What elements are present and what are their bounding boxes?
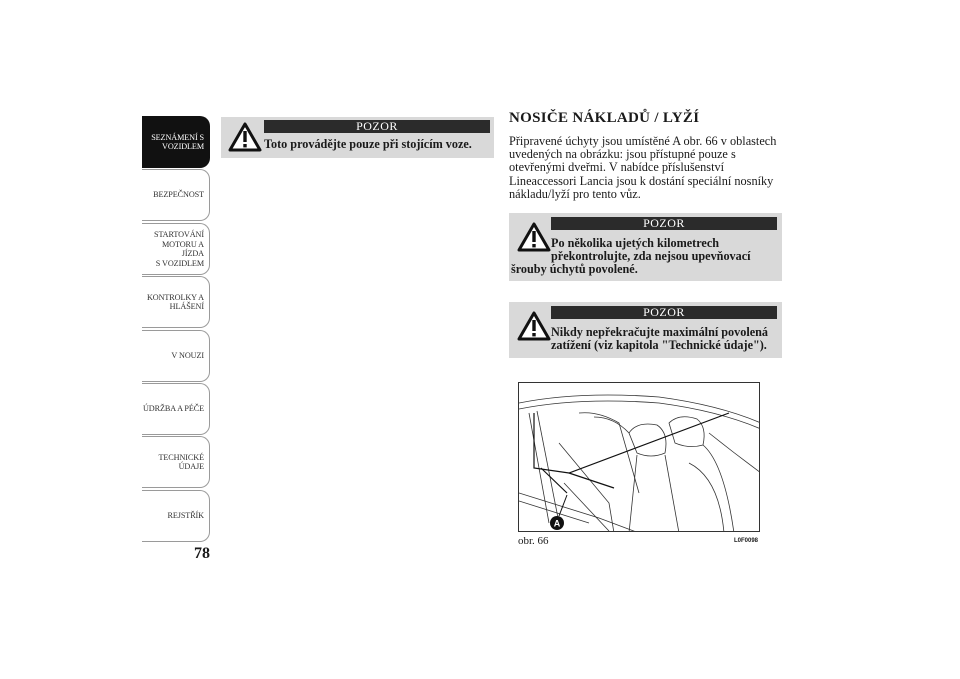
tab-label: STARTOVÁNÍ MOTORU A JÍZDA S VOZIDLEM — [153, 230, 204, 268]
tab-kontrolky[interactable] — [142, 276, 210, 328]
figure-code: L0F0098 — [734, 538, 759, 544]
tab-rejstrik[interactable] — [142, 490, 210, 542]
tab-label: V NOUZI — [171, 351, 204, 361]
figure-caption: obr. 66 — [518, 535, 549, 547]
warning-box — [509, 302, 782, 358]
tab-v-nouzi[interactable] — [142, 330, 210, 382]
warning-text-line: Nikdy nepřekračujte maximální povolená — [551, 325, 769, 339]
tab-seznameni-s-vozidlem[interactable] — [142, 116, 210, 168]
page-number: 78 — [194, 545, 210, 562]
warning-label: POZOR — [264, 120, 490, 133]
section-heading: NOSIČE NÁKLADŮ / LYŽÍ — [509, 110, 700, 126]
tab-label: ÚDRŽBA A PÉČE — [142, 404, 204, 414]
tab-label: SEZNÁMENÍ S VOZIDLEM — [151, 132, 204, 151]
warning-box — [509, 213, 782, 281]
warning-box — [221, 117, 494, 158]
warning-text: Toto provádějte pouze při stojícím voze. — [264, 137, 472, 151]
warning-text-line: Po několika ujetých kilometrech — [551, 236, 720, 250]
warning-triangle-icon — [517, 311, 551, 341]
tab-label: TECHNICKÉ ÚDAJE — [158, 452, 204, 471]
warning-text-line: překontrolujte, zda nejsou upevňovací — [551, 249, 751, 263]
warning-text-line: šrouby úchytů povolené. — [511, 262, 638, 276]
warning-triangle-icon — [228, 122, 262, 152]
warning-text-line: zatížení (viz kapitola "Technické údaje"). — [551, 338, 767, 352]
warning-label: POZOR — [551, 217, 777, 230]
callout-label: A — [553, 518, 561, 529]
warning-triangle-icon — [517, 222, 551, 252]
tab-label: REJSTŘÍK — [167, 511, 204, 521]
tab-technicke-udaje[interactable] — [142, 436, 210, 488]
car-roof-rack-illustration — [518, 382, 760, 532]
tab-label: BEZPEČNOST — [153, 190, 204, 200]
tab-bezpecnost[interactable] — [142, 169, 210, 221]
section-body: Připravené úchyty jsou umístěné A obr. 66 v oblastech uvedených na obrázku: jsou přístupné pouze s otevřenými dveřmi. V nabídce příslušenství Lineaccessori Lancia jsou k dostání speciální nosníky nákladu/lyží pro tento vůz. — [509, 134, 777, 201]
tab-udrzba[interactable] — [142, 383, 210, 435]
tab-startovani[interactable] — [142, 223, 210, 275]
tab-label: KONTROLKY A HLÁŠENÍ — [146, 292, 204, 311]
warning-label: POZOR — [551, 306, 777, 319]
car-door-drawing — [519, 383, 760, 532]
